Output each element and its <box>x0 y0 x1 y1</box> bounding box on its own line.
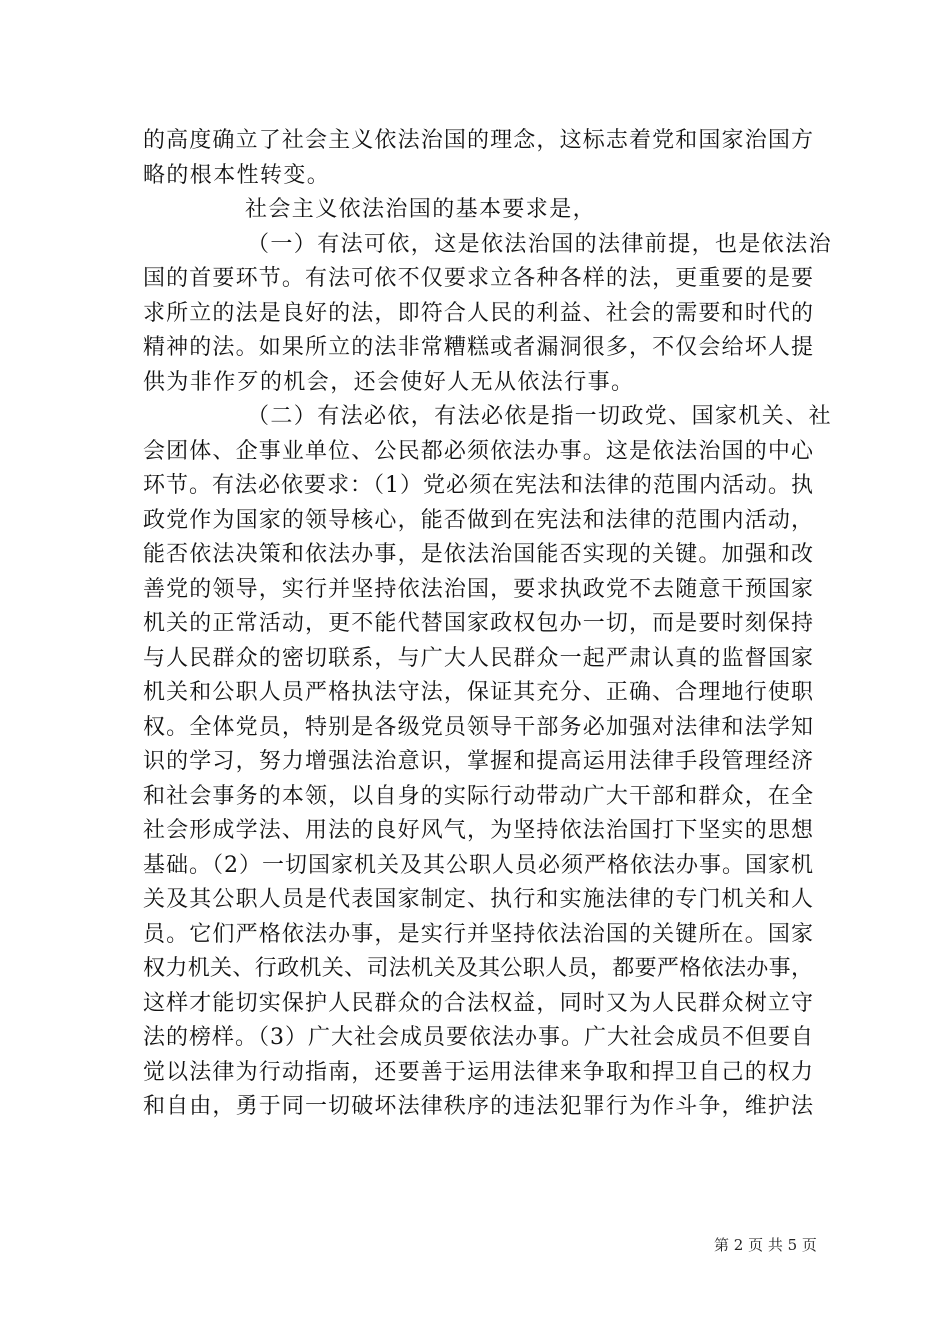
text-line: 与人民群众的密切联系，与广大人民群众一起严肃认真的监督国家 <box>143 645 813 671</box>
text-line: 精神的法。如果所立的法非常糟糕或者漏洞很多，不仅会给坏人提 <box>143 335 813 360</box>
text-line: 关及其公职人员是代表国家制定、执行和实施法律的专门机关和人 <box>143 887 813 912</box>
text-line: 权力机关、行政机关、司法机关及其公职人员，都要严格依法办事， <box>143 956 813 981</box>
text-line: 求所立的法是良好的法，即符合人民的利益、社会的需要和时代的 <box>143 300 813 326</box>
text-line: 能否依法决策和依法办事，是依法治国能否实现的关键。加强和改 <box>143 542 813 567</box>
text-line: 政党作为国家的领导核心，能否做到在宪法和法律的范围内活动， <box>143 507 813 533</box>
text-line: 略的根本性转变。 <box>143 162 331 188</box>
text-line: 法的榜样。（3）广大社会成员要依法办事。广大社会成员不但要自 <box>143 1025 813 1050</box>
text-line: 员。它们严格依法办事，是实行并坚持依法治国的关键所在。国家 <box>143 921 813 947</box>
text-line: 善党的领导，实行并坚持依法治国，要求执政党不去随意干预国家 <box>143 576 813 602</box>
text-line: 和社会事务的本领，以自身的实际行动带动广大干部和群众，在全 <box>143 783 813 809</box>
text-line: 会团体、企事业单位、公民都必须依法办事。这是依法治国的中心 <box>143 438 813 464</box>
text-line: 供为非作歹的机会，还会使好人无从依法行事。 <box>143 369 635 395</box>
text-line: 基础。（2）一切国家机关及其公职人员必须严格依法办事。国家机 <box>143 852 813 878</box>
page-number: 第 2 页 共 5 页 <box>714 1236 817 1254</box>
text-line: 机关和公职人员严格执法守法，保证其充分、正确、合理地行使职 <box>143 680 813 705</box>
text-line: 机关的正常活动，更不能代替国家政权包办一切，而是要时刻保持 <box>143 611 813 636</box>
text-line: 社会形成学法、用法的良好风气，为坚持依法治国打下坚实的思想 <box>143 818 813 843</box>
document-body <box>143 124 833 1125</box>
section-heading-line: （二）有法必依，有法必依是指一切政党、国家机关、社 <box>247 404 833 429</box>
text-line: 国的首要环节。有法可依不仅要求立各种各样的法，更重要的是要 <box>143 266 813 291</box>
text-line: 这样才能切实保护人民群众的合法权益，同时又为人民群众树立守 <box>143 990 813 1016</box>
text-line: 环节。有法必依要求：（1）党必须在宪法和法律的范围内活动。执 <box>143 473 813 498</box>
text-line: 权。全体党员，特别是各级党员领导干部务必加强对法律和法学知 <box>143 714 813 740</box>
section-heading-line: （一）有法可依，这是依法治国的法律前提，也是依法治 <box>247 231 833 257</box>
text-line: 觉以法律为行动指南，还要善于运用法律来争取和捍卫自己的权力 <box>143 1059 813 1085</box>
text-line: 的高度确立了社会主义依法治国的理念，这标志着党和国家治国方 <box>143 128 813 153</box>
section-intro-line: 社会主义依法治国的基本要求是， <box>245 197 597 222</box>
text-line: 识的学习，努力增强法治意识，掌握和提高运用法律手段管理经济 <box>143 749 813 774</box>
text-line: 和自由，勇于同一切破坏法律秩序的违法犯罪行为作斗争，维护法 <box>143 1094 813 1119</box>
